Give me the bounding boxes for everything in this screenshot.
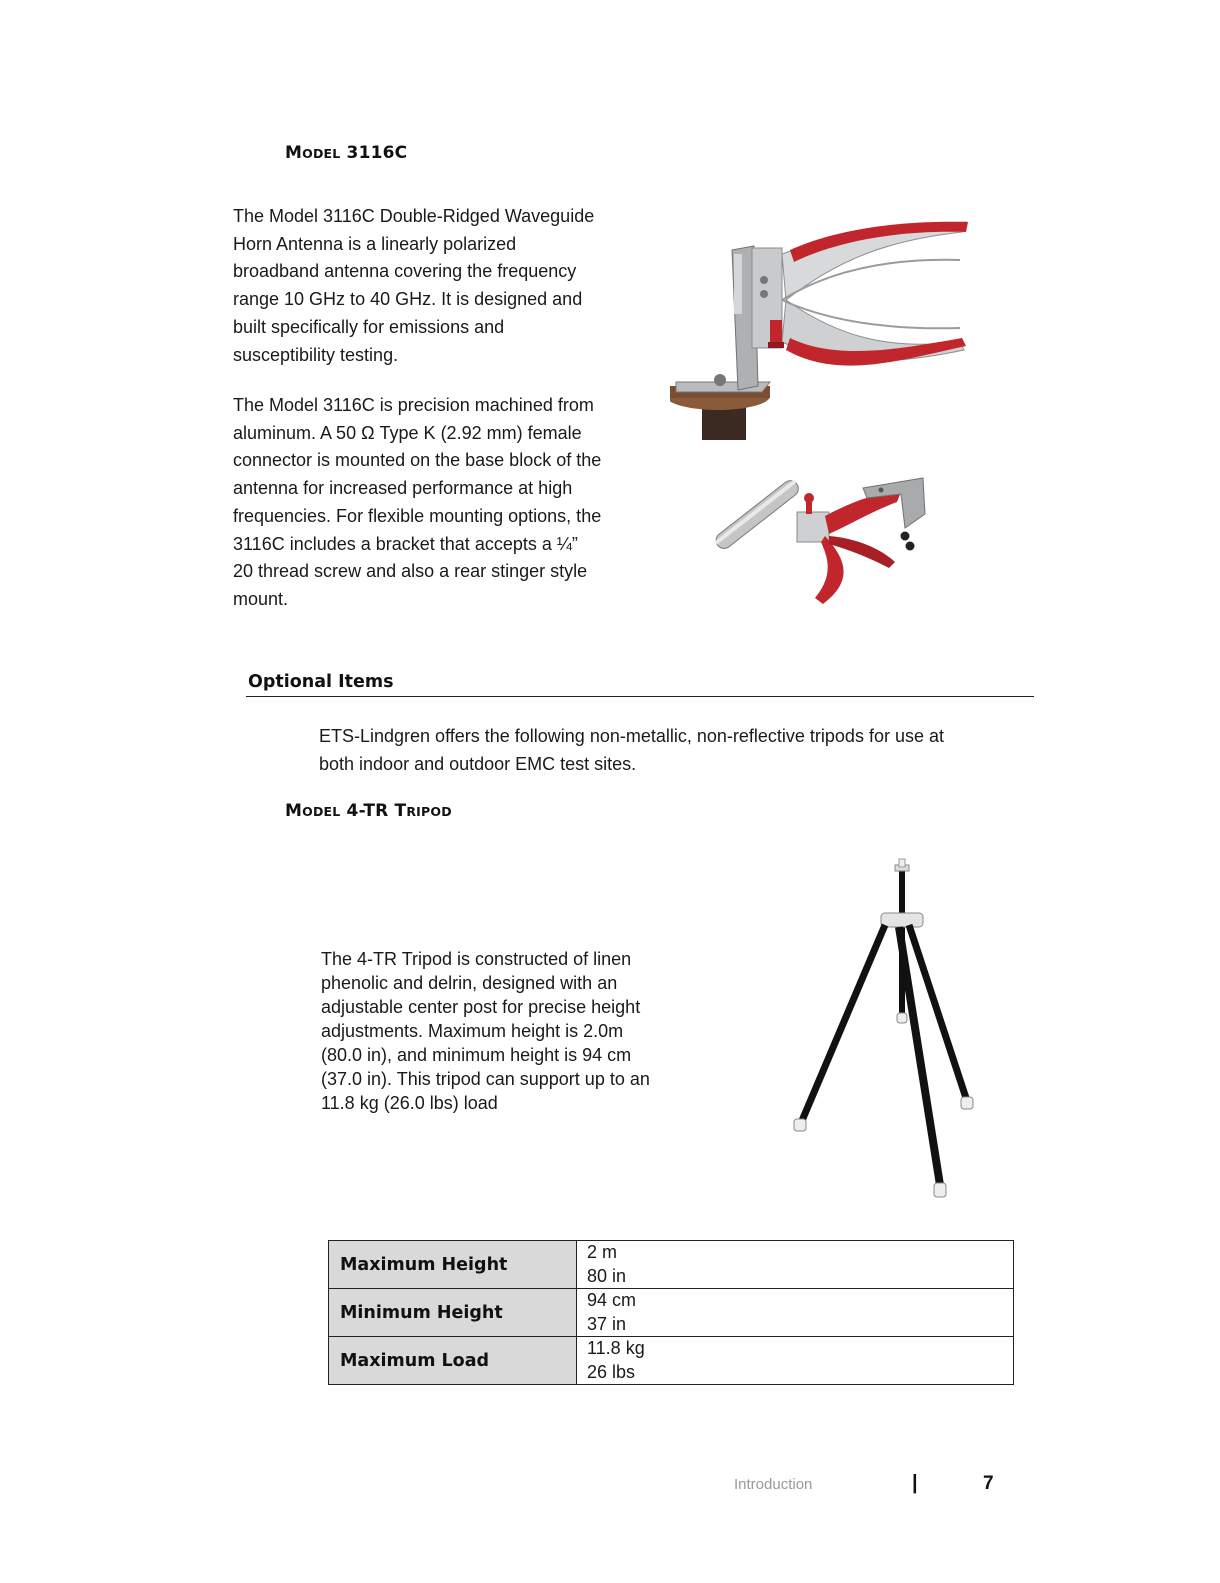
tripod-image [785,855,985,1205]
text-line: The Model 3116C is precision machined from [233,395,594,415]
table-row [329,1241,1014,1289]
optional-items-intro [319,723,1039,778]
model-4tr-description [321,947,701,1115]
text-line: Horn Antenna is a linearly polarized [233,233,517,254]
spec-label: Minimum Height [329,1289,577,1337]
page-number: 7 [983,1473,994,1494]
spec-value-line: 2 m [587,1242,618,1262]
spec-value-line: 11.8 kg [587,1338,645,1358]
text-line: adjustments. Maximum height is 2.0m [321,1021,624,1041]
optional-items-heading: Optional Items [248,672,394,692]
footer-separator: | [912,1472,918,1494]
text-line: The 4-TR Tripod is constructed of linen [321,949,632,969]
spec-value [577,1337,1014,1385]
footer-section-name: Introduction [734,1476,813,1493]
text-line: range 10 GHz to 40 GHz. It is designed and [233,289,583,310]
text-line: antenna for increased performance at high [233,478,573,499]
spec-value-line: 80 in [587,1265,627,1286]
text-line: connector is mounted on the base block of the [233,450,602,471]
text-line: susceptibility testing. [233,344,399,365]
horn-antenna-mounted-image [670,210,980,445]
spec-value-line: 26 lbs [587,1361,636,1382]
text-line: 20 thread screw and also a rear stinger style [233,561,588,582]
text-line: aluminum. A 50 Ω Type K (2.92 mm) female [233,422,582,443]
text-line: phenolic and delrin, designed with an [321,973,618,993]
spec-value-line: 37 in [587,1313,627,1334]
text-line: built specifically for emissions and [233,316,505,337]
text-line: The Model 3116C Double-Ridged Waveguide [233,206,595,226]
table-row [329,1337,1014,1385]
model-3116c-construction-paragraph [233,392,653,614]
text-line: 11.8 kg (26.0 lbs) load [321,1093,498,1113]
spec-label: Maximum Load [329,1337,577,1385]
text-line: frequencies. For flexible mounting options, the [233,505,602,526]
spec-label: Maximum Height [329,1241,577,1289]
table-row [329,1289,1014,1337]
model-4tr-heading: MODEL 4-TR TRIPOD [285,801,452,821]
text-line: 3116C includes a bracket that accepts a ¼” [233,533,578,554]
text-line: broadband antenna covering the frequency [233,261,577,282]
section-divider [246,696,1034,697]
model-3116c-intro-paragraph [233,203,653,369]
text-line: ETS-Lindgren offers the following non-metallic, non-reflective tripods for use at [319,726,944,746]
text-line: both indoor and outdoor EMC test sites. [319,753,637,774]
spec-value [577,1241,1014,1289]
spec-value [577,1289,1014,1337]
horn-antenna-accessories-image [705,470,940,615]
text-line: adjustable center post for precise height [321,997,641,1017]
text-line: mount. [233,588,289,609]
text-line: (37.0 in). This tripod can support up to an [321,1069,650,1089]
model-3116c-heading: MODEL 3116C [285,143,408,163]
text-line: (80.0 in), and minimum height is 94 cm [321,1045,632,1065]
tripod-specifications-table [328,1240,1014,1385]
spec-value-line: 94 cm [587,1290,637,1310]
